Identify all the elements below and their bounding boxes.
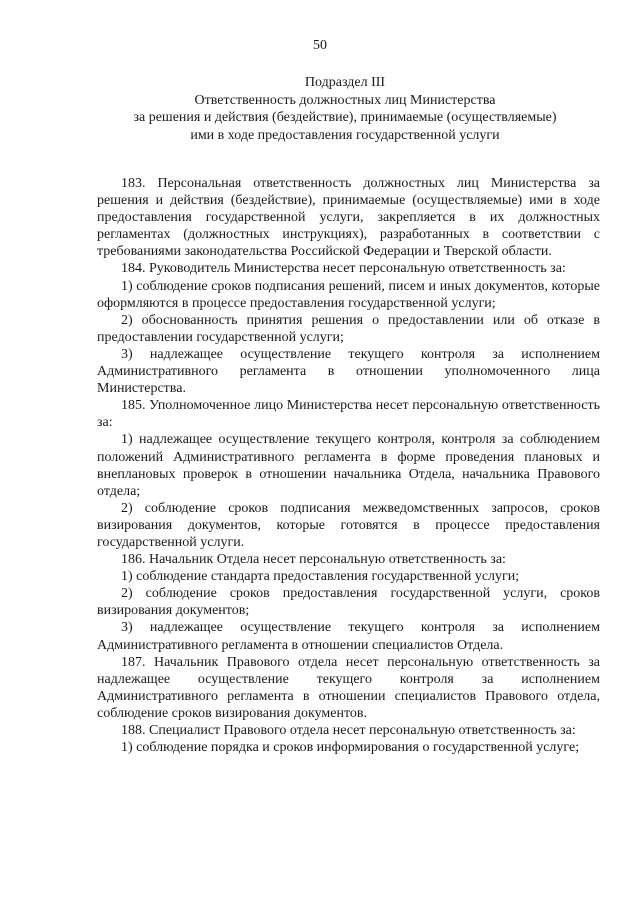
paragraph-185-item-2: 2) соблюдение сроков подписания межведомственных запросов, сроков визирования документов, которые готовятся в процессе предоставления государственной услуги. xyxy=(97,500,600,550)
paragraph-188: 188. Специалист Правового отдела несет персональную ответственность за: xyxy=(121,723,576,738)
paragraph-183: 183. Персональная ответственность должностных лиц Министерства за решения и действия (бездействие), принимаемые (осуществляемые) ими в ходе предоставления государственной услуги, закрепляется в их должностных регламентах (должностных инструкциях), разработанных в соответствии с требованиями законодательства Российской Федерации и Тверской области. xyxy=(97,176,600,260)
paragraph-187: 187. Начальник Правового отдела несет персональную ответственность за надлежащее осуществление текущего контроля за исполнением Административного регламента в отношении специалистов Правового отдела, соблюдение сроков визирования документов. xyxy=(97,654,600,721)
paragraph-185: 185. Уполномоченное лицо Министерства несет персональную ответственность за: xyxy=(97,398,600,431)
paragraph-188-item-1: 1) соблюдение порядка и сроков информирования о государственной услуге; xyxy=(121,740,580,756)
heading-line-1: Подраздел III xyxy=(304,75,386,90)
paragraph-185-item-1: 1) надлежащее осуществление текущего контроля, контроля за соблюдением положений Административного регламента в форме проведения плановых и внеплановых проверок в отношении начальника Отдела, начальника Правового отдела; xyxy=(97,432,600,499)
section-heading xyxy=(90,74,600,144)
heading-line-3: за решения и действия (бездействие), принимаемые (осуществляемые) xyxy=(133,110,557,125)
page-number: 50 xyxy=(313,38,327,53)
paragraph-186-item-2: 2) соблюдение сроков предоставления государственной услуги, сроков визирования документов; xyxy=(97,586,600,619)
paragraph-186-item-1: 1) соблюдение стандарта предоставления государственной услуги; xyxy=(121,569,520,585)
heading-line-4: ими в ходе предоставления государственной услуги xyxy=(190,127,500,143)
paragraph-186: 186. Начальник Отдела несет персональную ответственность за: xyxy=(121,552,506,568)
paragraph-184-item-3: 3) надлежащее осуществление текущего контроля за исполнением Административного регламента в отношении уполномоченного лица Министерства. xyxy=(97,346,600,397)
paragraph-186-item-3: 3) надлежащее осуществление текущего контроля за исполнением Административного регламента в отношении специалистов Отдела. xyxy=(97,620,600,653)
paragraph-184-item-2: 2) обоснованность принятия решения о предоставлении или об отказе в предоставлении государственной услуги; xyxy=(97,312,600,345)
paragraph-184: 184. Руководитель Министерства несет персональную ответственность за: xyxy=(121,261,566,277)
paragraph-184-item-1: 1) соблюдение сроков подписания решений, писем и иных документов, которые оформляются в процессе предоставления государственной услуги; xyxy=(97,278,600,311)
heading-line-2: Ответственность должностных лиц Министерства xyxy=(194,92,496,108)
document-body xyxy=(97,175,600,756)
